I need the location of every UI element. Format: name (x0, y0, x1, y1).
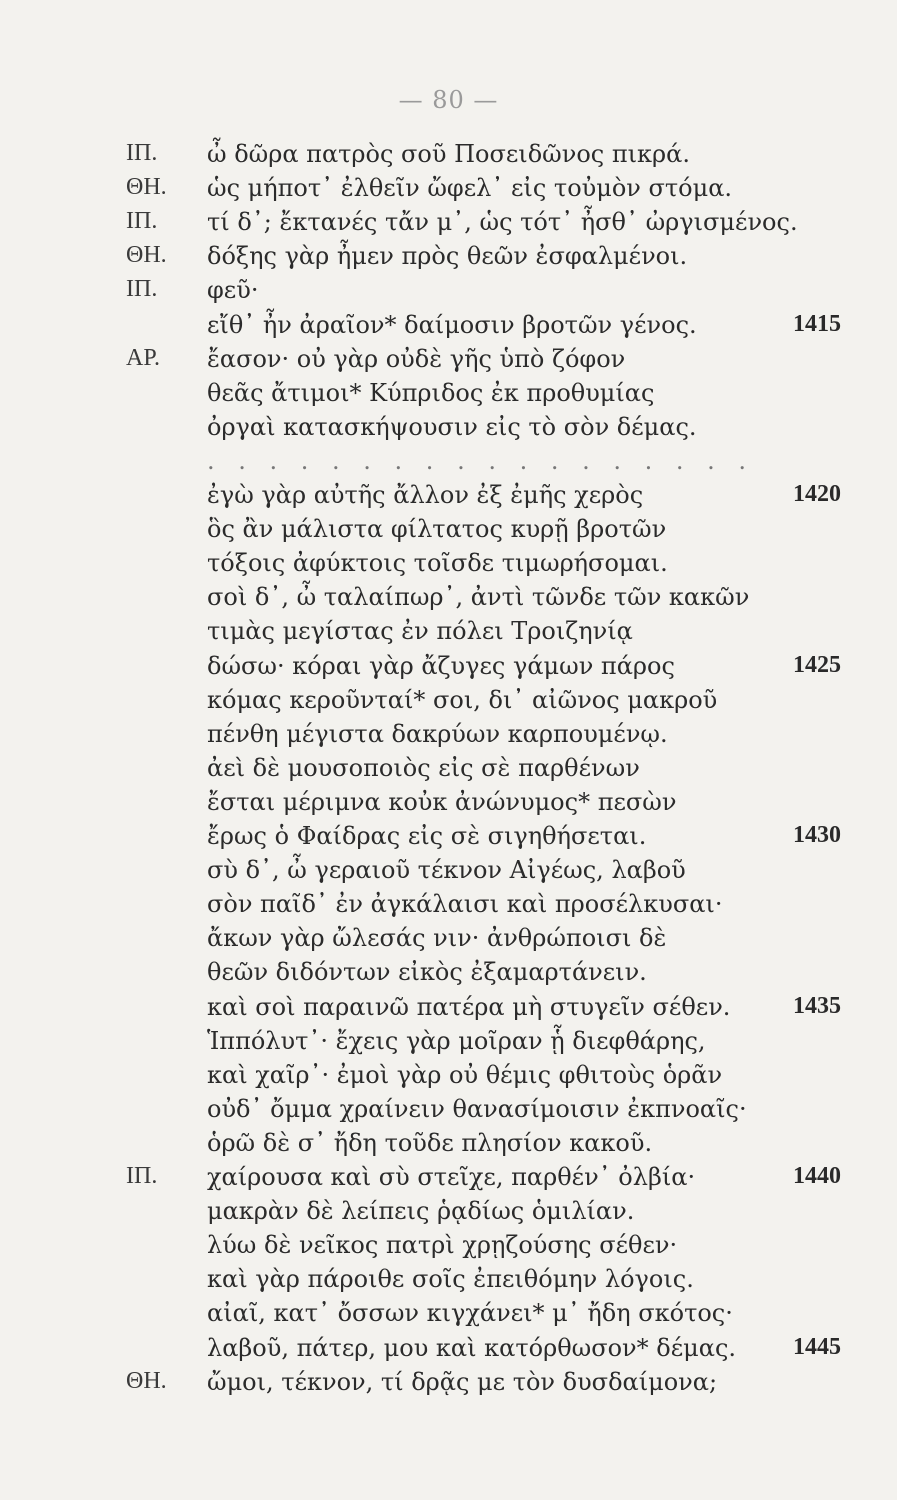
verse-text: θεῶν διδόντων εἰκὸς ἐξαμαρτάνειν. (207, 958, 647, 987)
verse-text: τιμὰς μεγίστας ἐν πόλει Τροιζηνίᾳ (207, 617, 633, 646)
verse-line (0, 720, 897, 754)
verse-line (0, 1334, 897, 1368)
verse-line (0, 856, 897, 890)
verse-text: καὶ χαῖρ᾽· ἐμοὶ γὰρ οὐ θέμις φθιτοὺς ὁρᾶν (207, 1060, 723, 1089)
verse-text: ὀργαὶ κατασκήψουσιν εἰς τὸ σὸν δέμας. (207, 412, 697, 441)
verse-line (0, 754, 897, 788)
verse-line (0, 447, 897, 481)
verse-text: ἄκων γὰρ ὤλεσάς νιν· ἀνθρώποισι δὲ (207, 924, 667, 953)
verse-text: δώσω· κόραι γὰρ ἄζυγες γάμων πάρος (207, 651, 675, 680)
verse-text: θεᾶς ἄτιμοι* Κύπριδος ἐκ προθυμίας (207, 378, 655, 407)
verse-line (0, 1163, 897, 1197)
line-number: 1440 (793, 1163, 841, 1189)
verse-line (0, 549, 897, 583)
verse-line (0, 1231, 897, 1265)
line-number: 1415 (793, 310, 841, 337)
verse-text: ἔασον· οὐ γὰρ οὐδὲ γῆς ὑπὸ ζόφον (207, 344, 626, 373)
verse-line (0, 242, 897, 276)
speaker-label: ΘΗ. (126, 174, 167, 201)
verse-text: αἰαῖ, κατ᾽ ὄσσων κιγχάνει* μ᾽ ἤδη σκότος· (207, 1299, 733, 1328)
verse-line (0, 413, 897, 447)
verse-text: κόμας κεροῦνταί* σοι, δι᾽ αἰῶνος μακροῦ (207, 685, 718, 714)
verse-text: ἔσται μέριμνα κοὐκ ἀνώνυμος* πεσὼν (207, 787, 677, 816)
lacuna-dots: . . . . . . . . . . . . . . . . . . (207, 446, 755, 475)
verse-text: ὡς μήποτ᾽ ἐλθεῖν ὤφελ᾽ εἰς τοὐμὸν στόμα. (207, 174, 733, 203)
verse-line (0, 140, 897, 174)
speaker-label: ΘΗ. (126, 1367, 167, 1394)
verse-line (0, 617, 897, 651)
line-number: 1425 (793, 651, 841, 678)
verse-line (0, 276, 897, 310)
speaker-label: ΑΡ. (126, 344, 161, 371)
verse-line (0, 993, 897, 1027)
verse-line (0, 958, 897, 992)
speaker-label: ΙΠ. (126, 208, 158, 235)
verse-line (0, 1129, 897, 1163)
verse-text: λαβοῦ, πάτερ, μου καὶ κατόρθωσον* δέμας. (207, 1333, 737, 1362)
line-number: 1420 (793, 481, 841, 507)
verse-text: εἴθ᾽ ἦν ἀραῖον* δαίμοσιν βροτῶν γένος. (207, 310, 697, 339)
verse-text: χαίρουσα καὶ σὺ στεῖχε, παρθέν᾽ ὀλβία· (207, 1163, 696, 1191)
speaker-label: ΘΗ. (126, 242, 167, 269)
line-number: 1435 (793, 992, 841, 1019)
verse-line (0, 1027, 897, 1061)
verse-line (0, 208, 897, 242)
verse-line (0, 481, 897, 515)
verse-line (0, 1299, 897, 1333)
verse-line (0, 1265, 897, 1299)
verse-line (0, 1061, 897, 1095)
verse-line (0, 515, 897, 549)
verse-text: λύω δὲ νεῖκος πατρὶ χρῃζούσης σέθεν· (207, 1231, 678, 1260)
speaker-label: ΙΠ. (126, 140, 158, 166)
verse-line (0, 583, 897, 617)
line-number: 1445 (793, 1333, 841, 1360)
verse-text: ἀεὶ δὲ μουσοποιὸς εἰς σὲ παρθένων (207, 753, 640, 782)
verse-line (0, 788, 897, 822)
verse-text: καὶ γὰρ πάροιθε σοῖς ἐπειθόμην λόγοις. (207, 1265, 694, 1294)
verse-line (0, 822, 897, 856)
page-number: — 80 — (398, 86, 499, 114)
verse-text: ὃς ἂν μάλιστα φίλτατος κυρῇ βροτῶν (207, 515, 667, 544)
verse-text: δόξης γὰρ ἦμεν πρὸς θεῶν ἐσφαλμένοι. (207, 242, 688, 271)
verse-text: φεῦ· (207, 276, 259, 305)
verse-text: πένθη μέγιστα δακρύων καρπουμένῳ. (207, 719, 668, 748)
verse-text: μακρὰν δὲ λείπεις ῥᾳδίως ὁμιλίαν. (207, 1197, 635, 1226)
verse-text: Ἱππόλυτ᾽· ἔχεις γὰρ μοῖραν ᾗ διεφθάρης, (207, 1026, 706, 1055)
verse-line (0, 1095, 897, 1129)
verse-text: σὸν παῖδ᾽ ἐν ἀγκάλαισι καὶ προσέλκυσαι· (207, 890, 723, 919)
verse-text: καὶ σοὶ παραινῶ πατέρα μὴ στυγεῖν σέθεν. (207, 992, 731, 1021)
verse-text: ὦ δῶρα πατρὸς σοῦ Ποσειδῶνος πικρά. (207, 140, 690, 168)
verse-line (0, 379, 897, 413)
line-number: 1430 (793, 822, 841, 848)
verse-line (0, 1197, 897, 1231)
verse-line (0, 924, 897, 958)
verse-text: τί δ᾽; ἔκτανές τἄν μ᾽, ὡς τότ᾽ ἦσθ᾽ ὠργισμένος. (207, 208, 798, 237)
verse-text: σὺ δ᾽, ὦ γεραιοῦ τέκνον Αἰγέως, λαβοῦ (207, 856, 686, 885)
verse-line (0, 311, 897, 345)
verse-line (0, 345, 897, 379)
verse-text: ἐγὼ γὰρ αὐτῆς ἄλλον ἐξ ἐμῆς χερὸς (207, 481, 644, 509)
verse-line (0, 652, 897, 686)
verse-text: ἔρως ὁ Φαίδρας εἰς σὲ σιγηθήσεται. (207, 822, 647, 850)
verse-text: σοὶ δ᾽, ὦ ταλαίπωρ᾽, ἀντὶ τῶνδε τῶν κακῶν (207, 583, 750, 612)
verse-text: τόξοις ἀφύκτοις τοῖσδε τιμωρήσομαι. (207, 549, 668, 578)
speaker-label: ΙΠ. (126, 1163, 158, 1189)
verse-line (0, 890, 897, 924)
verse-line (0, 686, 897, 720)
verse-text: ὤμοι, τέκνον, τί δρᾷς με τὸν δυσδαίμονα; (207, 1367, 718, 1396)
speaker-label: ΙΠ. (126, 276, 158, 303)
verse-text: ὁρῶ δὲ σ᾽ ἤδη τοῦδε πλησίον κακοῦ. (207, 1128, 653, 1157)
verse-line (0, 1368, 897, 1402)
verse-text: οὐδ᾽ ὄμμα χραίνειν θανασίμοισιν ἐκπνοαῖς· (207, 1094, 747, 1123)
verse-line (0, 174, 897, 208)
